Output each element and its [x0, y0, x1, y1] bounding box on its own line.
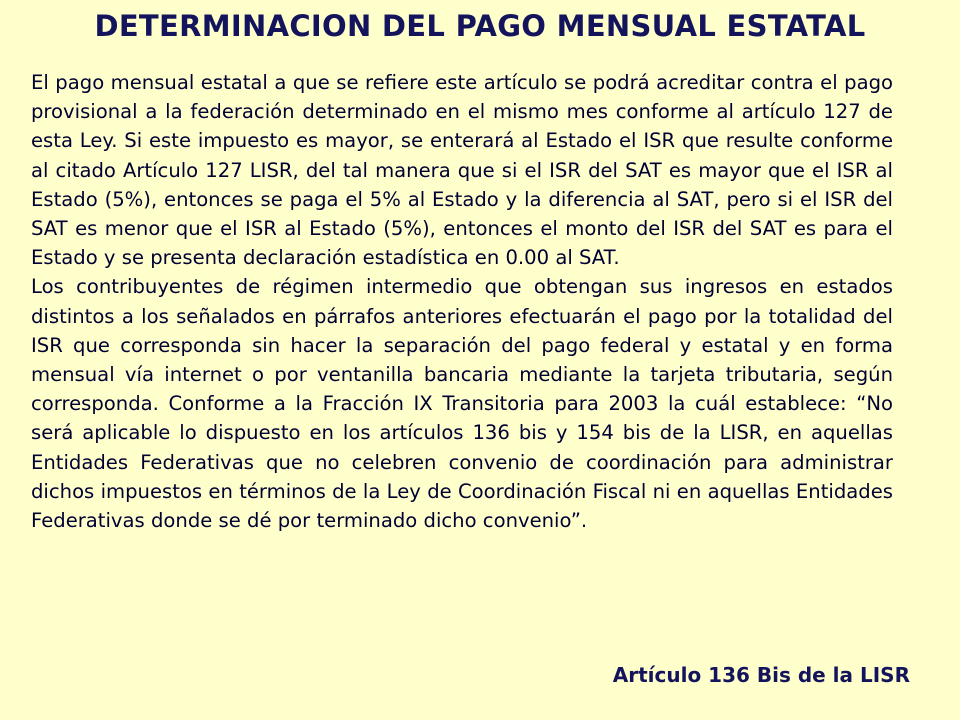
body-text [31, 68, 893, 535]
paragraph-regimen-intermedio: Los contribuyentes de régimen intermedio que obtengan sus ingresos en estados distintos a los señalados en párrafos anteriores efectuarán el pago por la totalidad del ISR que corresponda sin hacer la separación del pago federal y estatal y en forma mensual vía internet o por ventanilla bancaria mediante la tarjeta tributaria, según corresponda. Conforme a la Fracción IX Transitoria para 2003 la cuál establece: “No será aplicable lo dispuesto en los artículos 136 bis y 154 bis de la LISR, en aquellas Entidades Federativas que no celebren convenio de coordinación para administrar dichos impuestos en términos de la Ley de Coordinación Fiscal ni en aquellas Entidades Federativas donde se dé por terminado dicho convenio”. [31, 275, 893, 533]
slide-title: DETERMINACION DEL PAGO MENSUAL ESTATAL [94, 9, 866, 43]
source-citation: Artículo 136 Bis de la LISR [612, 663, 910, 687]
paragraph-pago-mensual: El pago mensual estatal a que se refiere este artículo se podrá acreditar contra el pago provisional a la federación determinado en el mismo mes conforme al artículo 127 de esta Ley. Si este impuesto es mayor, se enterará al Estado el ISR que resulte conforme al citado Artículo 127 LISR, del tal manera que si el ISR del SAT es mayor que el ISR al Estado (5%), entonces se paga el 5% al Estado y la diferencia al SAT, pero si el ISR del SAT es menor que el ISR al Estado (5%), entonces el monto del ISR del SAT es para el Estado y se presenta declaración estadística en 0.00 al SAT. [31, 71, 893, 270]
